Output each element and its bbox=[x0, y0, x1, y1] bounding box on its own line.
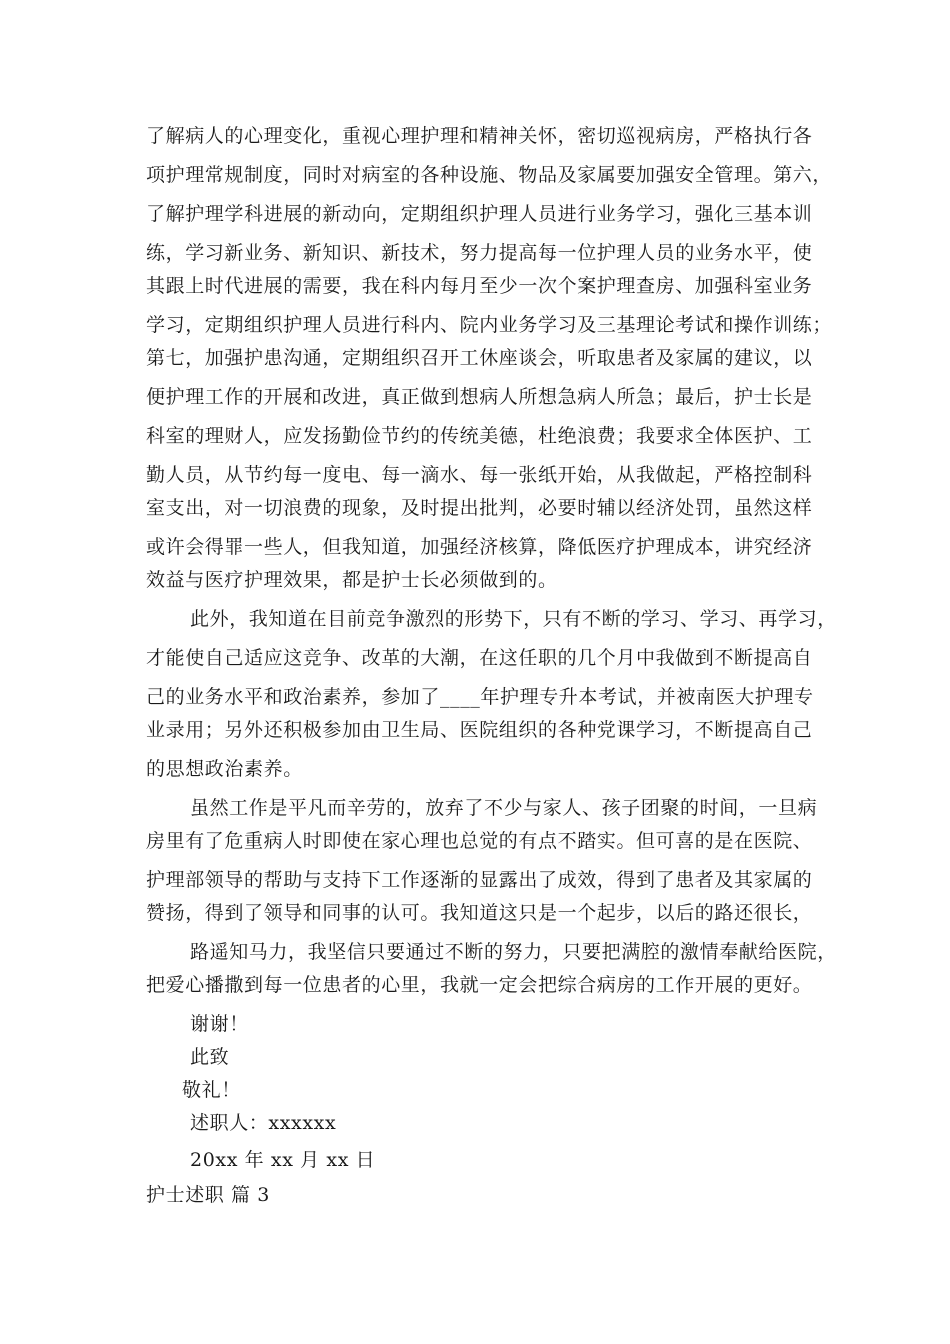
section-heading: 护士述职 篇 3 bbox=[146, 1184, 270, 1206]
text-line: 便护理工作的开展和改进，真正做到想病人所想急病人所急；最后，护士长是 bbox=[146, 386, 813, 408]
closing-jingli: 敬礼！ bbox=[182, 1079, 241, 1101]
text-line: 此外，我知道在目前竞争激烈的形势下，只有不断的学习、学习、再学习， bbox=[190, 608, 837, 630]
text-line: 科室的理财人，应发扬勤俭节约的传统美德，杜绝浪费；我要求全体医护、工 bbox=[146, 425, 813, 447]
date-line: 20xx 年 xx 月 xx 日 bbox=[190, 1149, 376, 1171]
closing-cizhi: 此致 bbox=[190, 1046, 230, 1068]
text-line: 赞扬，得到了领导和同事的认可。我知道这只是一个起步，以后的路还很长， bbox=[146, 902, 813, 924]
text-line: 了解护理学科进展的新动向，定期组织护理人员进行业务学习，强化三基本训 bbox=[146, 203, 813, 225]
text-line: 其跟上时代进展的需要，我在科内每月至少一次个案护理查房、加强科室业务 bbox=[146, 275, 813, 297]
text-line: 或许会得罪一些人，但我知道，加强经济核算，降低医疗护理成本，讲究经济 bbox=[146, 536, 813, 558]
text-line: 勤人员，从节约每一度电、每一滴水、每一张纸开始，从我做起，严格控制科 bbox=[146, 464, 813, 486]
text-line: 己的业务水平和政治素养，参加了____年护理专升本考试，并被南医大护理专 bbox=[146, 686, 814, 708]
text-line: 室支出，对一切浪费的现象，及时提出批判，必要时辅以经济处罚，虽然这样 bbox=[146, 497, 813, 519]
text-line: 路遥知马力，我坚信只要通过不断的努力，只要把满腔的激情奉献给医院， bbox=[190, 941, 837, 963]
text-line: 业录用；另外还积极参加由卫生局、医院组织的各种党课学习，不断提高自己 bbox=[146, 719, 813, 741]
text-line: 项护理常规制度，同时对病室的各种设施、物品及家属要加强安全管理。第六， bbox=[146, 164, 833, 186]
text-line: 效益与医疗护理效果，都是护士长必须做到的。 bbox=[146, 569, 558, 591]
text-line: 护理部领导的帮助与支持下工作逐渐的显露出了成效，得到了患者及其家属的 bbox=[146, 869, 813, 891]
text-line: 房里有了危重病人时即使在家心理也总觉的有点不踏实。但可喜的是在医院、 bbox=[146, 830, 813, 852]
text-line: 把爱心播撒到每一位患者的心里，我就一定会把综合病房的工作开展的更好。 bbox=[146, 974, 813, 996]
text-line: 练，学习新业务、新知识、新技术，努力提高每一位护理人员的业务水平，使 bbox=[146, 242, 813, 264]
text-line: 学习，定期组织护理人员进行科内、院内业务学习及三基理论考试和操作训练； bbox=[146, 314, 833, 336]
text-line: 才能使自己适应这竞争、改革的大潮，在这任职的几个月中我做到不断提高自 bbox=[146, 647, 813, 669]
closing-thanks: 谢谢！ bbox=[190, 1013, 249, 1035]
signer-line: 述职人：xxxxxx bbox=[190, 1112, 337, 1134]
text-line: 虽然工作是平凡而辛劳的，放弃了不少与家人、孩子团聚的时间，一旦病 bbox=[190, 797, 818, 819]
text-line: 的思想政治素养。 bbox=[146, 758, 303, 780]
text-line: 第七，加强护患沟通，定期组织召开工休座谈会，听取患者及家属的建议，以 bbox=[146, 347, 813, 369]
text-line: 了解病人的心理变化，重视心理护理和精神关怀，密切巡视病房，严格执行各 bbox=[146, 125, 813, 147]
